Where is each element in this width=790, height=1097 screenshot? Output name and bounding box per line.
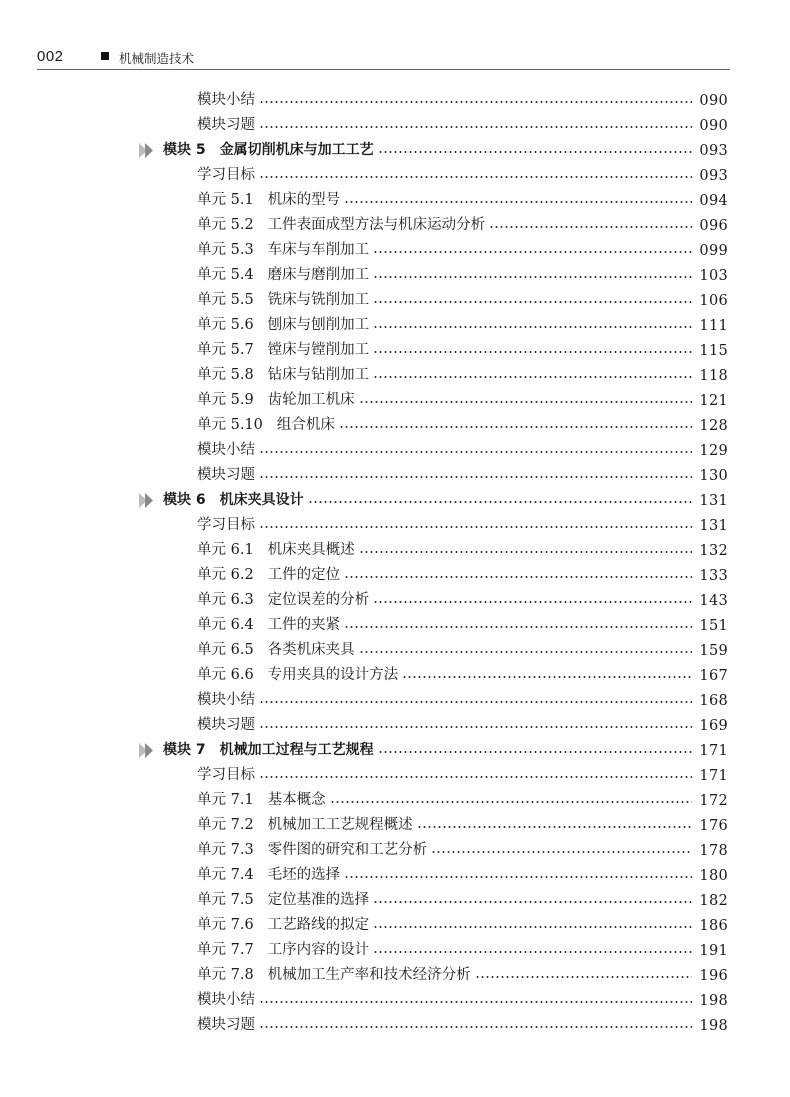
unit-number: 单元 6.5	[197, 642, 254, 658]
unit-title: 机床夹具概述	[267, 542, 355, 558]
section-title: 模块习题	[197, 717, 255, 733]
unit-number: 单元 7.4	[197, 867, 254, 883]
unit-number: 单元 5.6	[197, 317, 254, 333]
dot-leader	[259, 1026, 692, 1028]
toc-entry-label	[163, 738, 374, 763]
toc-entry-content	[197, 188, 728, 213]
unit-number: 单元 7.8	[197, 967, 254, 983]
toc-entry-content	[197, 388, 728, 413]
unit-number: 单元 5.1	[197, 192, 254, 208]
toc-entry-content	[197, 313, 728, 338]
unit-title: 定位误差的分析	[267, 592, 370, 608]
toc-entry-row[interactable]	[0, 238, 790, 263]
unit-number: 单元 5.8	[197, 367, 254, 383]
unit-number: 单元 6.3	[197, 592, 254, 608]
toc-entry-label	[197, 213, 485, 238]
toc-entry-row[interactable]	[0, 88, 790, 113]
toc-entry-content	[197, 363, 728, 388]
toc-entry-row[interactable]	[0, 963, 790, 988]
toc-entry-content	[197, 413, 728, 438]
toc-entry-content	[197, 213, 728, 238]
toc-entry-row[interactable]	[0, 938, 790, 963]
toc-entry-label	[197, 238, 369, 263]
toc-entry-row[interactable]	[0, 988, 790, 1013]
toc-page-number: 106	[699, 292, 728, 309]
dot-leader	[259, 526, 692, 528]
toc-entry-content	[197, 338, 728, 363]
toc-entry-content	[197, 688, 728, 713]
toc-entry-row[interactable]	[0, 588, 790, 613]
toc-entry-label	[197, 338, 369, 363]
toc-entry-content	[197, 563, 728, 588]
unit-title: 机械加工工艺规程概述	[267, 817, 413, 833]
module-number: 模块 5	[163, 142, 206, 158]
toc-entry-row[interactable]	[0, 713, 790, 738]
toc-entry-row[interactable]	[0, 438, 790, 463]
unit-title: 机床的型号	[267, 192, 341, 208]
dot-leader	[378, 751, 692, 753]
toc-page-number: 180	[699, 867, 728, 884]
dot-leader	[373, 601, 692, 603]
toc-entry-content	[197, 238, 728, 263]
toc-entry-row[interactable]	[0, 813, 790, 838]
dot-leader	[373, 301, 692, 303]
toc-entry-content	[197, 863, 728, 888]
toc-entry-content	[197, 538, 728, 563]
toc-page-number: 121	[699, 392, 728, 409]
toc-entry-label	[197, 313, 369, 338]
module-number: 模块 6	[163, 492, 206, 508]
section-title: 模块小结	[197, 442, 255, 458]
unit-title: 车床与车削加工	[267, 242, 370, 258]
toc-page-number: 103	[699, 267, 728, 284]
toc-entry-label	[197, 163, 255, 188]
toc-entry-row[interactable]	[0, 763, 790, 788]
toc-entry-label	[197, 613, 340, 638]
toc-page-number: 176	[699, 817, 728, 834]
toc-entry-row[interactable]	[0, 663, 790, 688]
unit-title: 零件图的研究和工艺分析	[267, 842, 428, 858]
unit-number: 单元 7.6	[197, 917, 254, 933]
dot-leader	[344, 876, 692, 878]
toc-entry-row[interactable]	[0, 363, 790, 388]
dot-leader	[330, 801, 692, 803]
unit-title: 工件表面成型方法与机床运动分析	[267, 217, 486, 233]
toc-entry-label	[197, 838, 427, 863]
toc-entry-content	[197, 988, 728, 1013]
toc-entry-row[interactable]	[0, 563, 790, 588]
dot-leader	[373, 326, 692, 328]
toc-entry-label	[197, 88, 255, 113]
toc-entry-content	[197, 963, 728, 988]
toc-page-number: 129	[699, 442, 728, 459]
toc-entry-row[interactable]	[0, 1013, 790, 1038]
toc-entry-row[interactable]	[0, 213, 790, 238]
unit-number: 单元 6.6	[197, 667, 254, 683]
toc-entry-content	[163, 738, 728, 763]
toc-entry-row[interactable]	[0, 388, 790, 413]
module-arrow-icon	[138, 742, 156, 759]
section-title: 学习目标	[197, 167, 255, 183]
toc-page-number: 115	[699, 342, 728, 359]
toc-entry-label	[197, 688, 255, 713]
dot-leader	[373, 376, 692, 378]
header-rule	[37, 69, 730, 70]
dot-leader	[259, 776, 692, 778]
section-title: 模块小结	[197, 692, 255, 708]
module-number: 模块 7	[163, 742, 206, 758]
dot-leader	[373, 926, 692, 928]
toc-page-number: 171	[699, 767, 728, 784]
toc-page-number: 171	[699, 742, 728, 759]
toc-page-number: 198	[699, 1017, 728, 1034]
unit-title: 机械加工生产率和技术经济分析	[267, 967, 471, 983]
toc-entry-row[interactable]	[0, 263, 790, 288]
toc-entry-row[interactable]	[0, 338, 790, 363]
toc-entry-content	[197, 163, 728, 188]
toc-entry-row[interactable]	[0, 638, 790, 663]
toc-entry-content	[197, 288, 728, 313]
toc-entry-label	[197, 963, 471, 988]
dot-leader	[259, 701, 692, 703]
toc-entry-label	[197, 513, 255, 538]
toc-page-number: 198	[699, 992, 728, 1009]
table-of-contents	[0, 88, 790, 1038]
dot-leader	[339, 426, 692, 428]
toc-entry-content	[197, 438, 728, 463]
unit-title: 磨床与磨削加工	[267, 267, 370, 283]
toc-page-number: 093	[699, 167, 728, 184]
toc-page-number: 131	[699, 517, 728, 534]
toc-entry-label	[197, 663, 398, 688]
dot-leader	[373, 276, 692, 278]
toc-entry-content	[197, 1013, 728, 1038]
dot-leader	[259, 476, 692, 478]
dot-leader	[344, 626, 692, 628]
toc-entry-label	[197, 1013, 255, 1038]
toc-page-number: 133	[699, 567, 728, 584]
page-number: 002	[37, 48, 64, 65]
dot-leader	[344, 201, 692, 203]
toc-page-number: 196	[699, 967, 728, 984]
dot-leader	[373, 351, 692, 353]
toc-page-number: 093	[699, 142, 728, 159]
unit-title: 定位基准的选择	[267, 892, 370, 908]
unit-number: 单元 5.9	[197, 392, 254, 408]
toc-entry-content	[197, 913, 728, 938]
unit-number: 单元 7.3	[197, 842, 254, 858]
unit-number: 单元 5.7	[197, 342, 254, 358]
section-title: 模块小结	[197, 992, 255, 1008]
toc-entry-row[interactable]	[0, 288, 790, 313]
toc-page-number: 128	[699, 417, 728, 434]
toc-entry-row[interactable]	[0, 888, 790, 913]
toc-page-number: 132	[699, 542, 728, 559]
toc-entry-content	[197, 113, 728, 138]
unit-number: 单元 6.4	[197, 617, 254, 633]
toc-entry-label	[197, 563, 340, 588]
toc-entry-label	[197, 538, 355, 563]
unit-title: 工序内容的设计	[267, 942, 370, 958]
toc-module-row[interactable]	[0, 738, 790, 763]
toc-entry-row[interactable]	[0, 113, 790, 138]
unit-title: 毛坯的选择	[267, 867, 341, 883]
unit-title: 工艺路线的拟定	[267, 917, 370, 933]
toc-entry-label	[197, 813, 413, 838]
dot-leader	[359, 401, 692, 403]
dot-leader	[259, 451, 692, 453]
toc-page-number: 182	[699, 892, 728, 909]
toc-entry-content	[197, 513, 728, 538]
toc-entry-content	[197, 613, 728, 638]
toc-entry-content	[197, 463, 728, 488]
toc-entry-label	[197, 938, 369, 963]
unit-title: 工件的定位	[267, 567, 341, 583]
toc-entry-content	[197, 713, 728, 738]
toc-page-number: 143	[699, 592, 728, 609]
toc-entry-label	[197, 588, 369, 613]
unit-number: 单元 6.1	[197, 542, 254, 558]
toc-page-number: 090	[699, 92, 728, 109]
dot-leader	[344, 576, 692, 578]
toc-entry-label	[197, 863, 340, 888]
toc-entry-row[interactable]	[0, 863, 790, 888]
toc-page-number: 191	[699, 942, 728, 959]
unit-number: 单元 5.4	[197, 267, 254, 283]
toc-page-number: 178	[699, 842, 728, 859]
toc-entry-row[interactable]	[0, 613, 790, 638]
module-arrow-icon	[138, 142, 156, 159]
toc-entry-label	[197, 763, 255, 788]
dot-leader	[259, 126, 692, 128]
toc-entry-content	[163, 138, 728, 163]
dot-leader	[489, 226, 692, 228]
section-title: 学习目标	[197, 517, 255, 533]
toc-module-row[interactable]	[0, 488, 790, 513]
toc-entry-content	[197, 763, 728, 788]
unit-number: 单元 5.10	[197, 417, 263, 433]
book-title: 机械制造技术	[119, 51, 195, 66]
toc-entry-row[interactable]	[0, 913, 790, 938]
unit-title: 组合机床	[276, 417, 335, 433]
toc-entry-content	[197, 938, 728, 963]
dot-leader	[259, 176, 692, 178]
toc-entry-label	[197, 288, 369, 313]
toc-page-number: 131	[699, 492, 728, 509]
unit-number: 单元 7.2	[197, 817, 254, 833]
section-title: 模块习题	[197, 117, 255, 133]
toc-entry-row[interactable]	[0, 788, 790, 813]
square-bullet-icon	[101, 52, 109, 60]
toc-entry-row[interactable]	[0, 688, 790, 713]
unit-number: 单元 7.1	[197, 792, 254, 808]
dot-leader	[378, 151, 692, 153]
toc-entry-label	[197, 713, 255, 738]
toc-entry-row[interactable]	[0, 413, 790, 438]
toc-page-number: 111	[699, 317, 728, 334]
section-title: 模块习题	[197, 467, 255, 483]
dot-leader	[359, 651, 692, 653]
module-title: 金属切削机床与加工工艺	[219, 142, 374, 158]
toc-entry-content	[197, 663, 728, 688]
dot-leader	[259, 101, 692, 103]
toc-page-number: 099	[699, 242, 728, 259]
section-title: 模块习题	[197, 1017, 255, 1033]
page-header	[37, 44, 730, 68]
toc-entry-row[interactable]	[0, 538, 790, 563]
section-title: 学习目标	[197, 767, 255, 783]
toc-entry-label	[197, 463, 255, 488]
toc-entry-label	[197, 638, 355, 663]
toc-page-number: 168	[699, 692, 728, 709]
toc-page-number: 118	[699, 367, 728, 384]
toc-entry-label	[197, 113, 255, 138]
dot-leader	[373, 901, 692, 903]
toc-entry-content	[197, 838, 728, 863]
dot-leader	[431, 851, 692, 853]
toc-page-number: 159	[699, 642, 728, 659]
toc-page-number: 167	[699, 667, 728, 684]
dot-leader	[373, 951, 692, 953]
unit-title: 工件的夹紧	[267, 617, 341, 633]
unit-title: 专用夹具的设计方法	[267, 667, 399, 683]
toc-page-number: 151	[699, 617, 728, 634]
unit-number: 单元 6.2	[197, 567, 254, 583]
toc-entry-content	[197, 638, 728, 663]
module-title: 机床夹具设计	[219, 492, 304, 508]
toc-entry-row[interactable]	[0, 513, 790, 538]
toc-page-number: 169	[699, 717, 728, 734]
toc-entry-row[interactable]	[0, 163, 790, 188]
unit-title: 各类机床夹具	[267, 642, 355, 658]
unit-number: 单元 7.7	[197, 942, 254, 958]
unit-title: 刨床与刨削加工	[267, 317, 370, 333]
toc-entry-label	[197, 413, 335, 438]
toc-module-row[interactable]	[0, 138, 790, 163]
toc-entry-label	[197, 263, 369, 288]
toc-entry-label	[197, 888, 369, 913]
toc-entry-row[interactable]	[0, 838, 790, 863]
toc-entry-content	[197, 813, 728, 838]
unit-number: 单元 5.3	[197, 242, 254, 258]
toc-entry-content	[163, 488, 728, 513]
dot-leader	[475, 976, 692, 978]
toc-page-number: 094	[699, 192, 728, 209]
dot-leader	[417, 826, 692, 828]
toc-entry-label	[197, 788, 326, 813]
toc-entry-label	[197, 388, 355, 413]
dot-leader	[359, 551, 692, 553]
toc-entry-content	[197, 88, 728, 113]
module-title: 机械加工过程与工艺规程	[219, 742, 374, 758]
toc-page-number: 090	[699, 117, 728, 134]
toc-entry-label	[197, 988, 255, 1013]
toc-entry-content	[197, 588, 728, 613]
toc-entry-label	[197, 188, 340, 213]
unit-title: 钻床与钻削加工	[267, 367, 370, 383]
toc-page-number: 130	[699, 467, 728, 484]
toc-entry-label	[197, 363, 369, 388]
dot-leader	[259, 726, 692, 728]
dot-leader	[259, 1001, 692, 1003]
toc-page-number: 096	[699, 217, 728, 234]
module-arrow-icon	[138, 492, 156, 509]
toc-entry-label	[163, 488, 304, 513]
unit-title: 齿轮加工机床	[267, 392, 355, 408]
unit-title: 铣床与铣削加工	[267, 292, 370, 308]
section-title: 模块小结	[197, 92, 255, 108]
toc-entry-content	[197, 788, 728, 813]
toc-entry-label	[163, 138, 374, 163]
toc-entry-label	[197, 913, 369, 938]
unit-title: 镗床与镗削加工	[267, 342, 370, 358]
toc-entry-content	[197, 263, 728, 288]
toc-page-number: 172	[699, 792, 728, 809]
unit-number: 单元 7.5	[197, 892, 254, 908]
toc-entry-content	[197, 888, 728, 913]
dot-leader	[373, 251, 692, 253]
unit-title: 基本概念	[267, 792, 326, 808]
toc-entry-row[interactable]	[0, 463, 790, 488]
toc-entry-row[interactable]	[0, 313, 790, 338]
toc-entry-label	[197, 438, 255, 463]
unit-number: 单元 5.5	[197, 292, 254, 308]
unit-number: 单元 5.2	[197, 217, 254, 233]
toc-page-number: 186	[699, 917, 728, 934]
toc-entry-row[interactable]	[0, 188, 790, 213]
dot-leader	[308, 501, 692, 503]
dot-leader	[402, 676, 692, 678]
